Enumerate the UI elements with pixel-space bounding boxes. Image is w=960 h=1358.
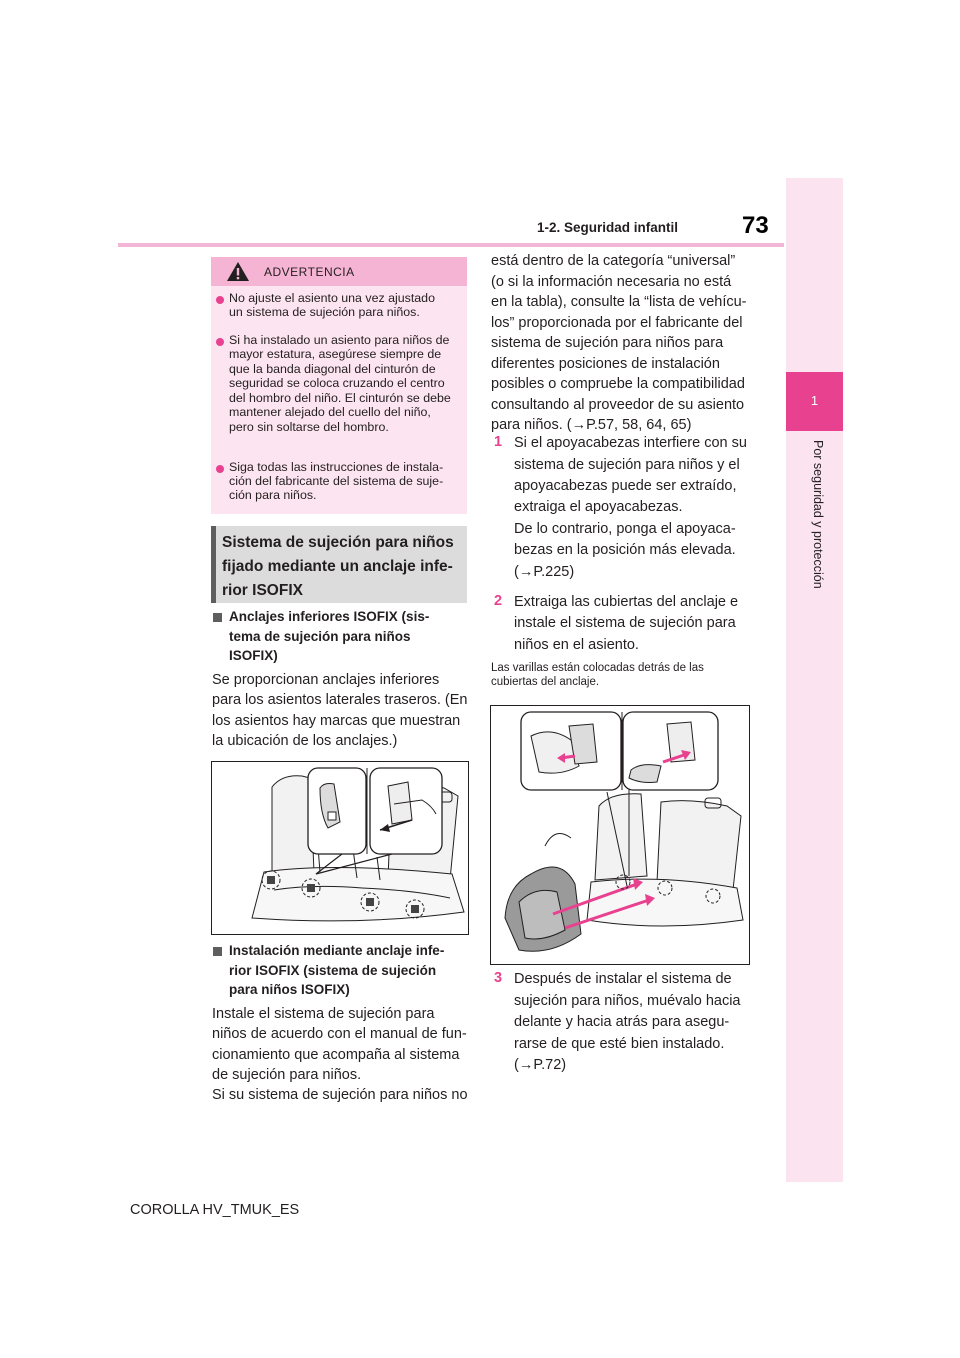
note-line: cubiertas del anclaje. xyxy=(491,676,600,688)
bullet-icon xyxy=(216,338,224,346)
section-title-line: fijado mediante un anclaje infe- xyxy=(222,558,453,575)
step-line: apoyacabezas puede ser extraído, xyxy=(514,478,737,494)
step-line: delante y hacia atrás para asegu- xyxy=(514,1014,730,1030)
bullet-icon xyxy=(216,465,224,473)
section-title-line: rior ISOFIX xyxy=(222,582,303,599)
step-number: 3 xyxy=(494,970,503,986)
body-line: Se proporcionan anclajes inferiores xyxy=(212,672,440,688)
step-line: Después de instalar el sistema de xyxy=(514,971,732,987)
warning-item-line: mantener alejado del cuello del niño, xyxy=(229,405,431,419)
step-line: instale el sistema de sujeción para xyxy=(514,615,736,631)
subheading-line: tema de sujeción para niños xyxy=(229,629,411,644)
body-line: posibles o compruebe la compatibilidad xyxy=(491,376,745,392)
body-line: los” proporcionada por el fabricante del xyxy=(491,315,743,331)
body-line: está dentro de la categoría “universal” xyxy=(491,253,736,269)
step-line: Extraiga las cubiertas del anclaje e xyxy=(514,594,739,610)
body-line: para niños. (→P.57, 58, 64, 65) xyxy=(491,417,692,433)
section-reference: 1-2. Seguridad infantil xyxy=(537,220,679,235)
section-title-line: Sistema de sujeción para niños xyxy=(222,534,454,551)
square-bullet-icon xyxy=(213,613,222,622)
step-line: rarse de que esté bien instalado. xyxy=(514,1036,725,1052)
step-line: niños en el asiento. xyxy=(514,637,639,653)
header-rule xyxy=(118,243,784,247)
body-line: (o si la información necesaria no está xyxy=(491,274,732,290)
body-line: para los asientos laterales traseros. (En xyxy=(212,692,468,708)
step-number: 1 xyxy=(494,434,503,450)
subheading-line: Anclajes inferiores ISOFIX (sis- xyxy=(229,609,430,624)
chapter-side-tab xyxy=(786,178,843,1182)
warning-item-line: ción para niños. xyxy=(229,488,317,502)
body-line: Si su sistema de sujeción para niños no xyxy=(212,1087,468,1103)
subheading-line: ISOFIX) xyxy=(229,648,278,663)
body-line: diferentes posiciones de instalación xyxy=(491,356,720,372)
warning-item-line: un sistema de sujeción para niños. xyxy=(229,305,420,319)
step-line: sujeción para niños, muévalo hacia xyxy=(514,993,741,1009)
step-line: (→P.225) xyxy=(514,564,575,580)
bullet-icon xyxy=(216,296,224,304)
body-line: Instale el sistema de sujeción para xyxy=(212,1006,435,1022)
body-line: sistema de sujeción para niños para xyxy=(491,335,724,351)
child-seat-installation-illustration xyxy=(490,705,750,965)
warning-item-line: ción del fabricante del sistema de suje- xyxy=(229,474,444,488)
body-line: la ubicación de los anclajes.) xyxy=(212,733,398,749)
warning-triangle-icon xyxy=(226,261,250,282)
warning-item-line: Si ha instalado un asiento para niños de xyxy=(229,333,450,347)
step-line: bezas en la posición más elevada. xyxy=(514,542,736,558)
body-line: los asientos hay marcas que muestran xyxy=(212,713,461,729)
step-line: Si el apoyacabezas interfiere con su xyxy=(514,435,747,451)
warning-item-line: No ajuste el asiento una vez ajustado xyxy=(229,291,435,305)
warning-item-line: pero sin soltarse del hombro. xyxy=(229,420,389,434)
body-line: en la tabla), consulte la “lista de vehícu- xyxy=(491,294,747,310)
subheading-line: rior ISOFIX (sistema de sujeción xyxy=(229,963,437,978)
subheading-line: Instalación mediante anclaje infe- xyxy=(229,943,445,958)
warning-item-line: mayor estatura, asegúrese siempre de xyxy=(229,347,442,361)
step-line: (→P.72) xyxy=(514,1057,567,1073)
square-bullet-icon xyxy=(213,947,222,956)
isofix-anchor-seat-illustration xyxy=(211,761,469,935)
step-line: De lo contrario, ponga el apoyaca- xyxy=(514,521,736,537)
chapter-number: 1 xyxy=(810,393,819,408)
step-line: extraiga el apoyacabezas. xyxy=(514,499,683,515)
body-line: de sujeción para niños. xyxy=(212,1067,362,1083)
step-number: 2 xyxy=(494,593,503,609)
warning-item-line: seguridad se coloca cruzando el centro xyxy=(229,376,445,390)
warning-item-line: Siga todas las instrucciones de instala- xyxy=(229,460,444,474)
body-line: cionamiento que acompaña al sistema xyxy=(212,1047,460,1063)
note-line: Las varillas están colocadas detrás de las xyxy=(491,662,704,674)
section-heading-bar xyxy=(211,526,216,603)
warning-item-line: del hombro del niño. El cinturón se debe xyxy=(229,391,451,405)
subheading-line: para niños ISOFIX) xyxy=(229,982,350,997)
section-title xyxy=(222,531,466,603)
chapter-title: Por seguridad y protección xyxy=(811,440,825,589)
page-number: 73 xyxy=(742,212,769,239)
warning-title: ADVERTENCIA xyxy=(264,265,355,279)
warning-item-line: que la banda diagonal del cinturón de xyxy=(229,362,436,376)
document-code: COROLLA HV_TMUK_ES xyxy=(130,1202,300,1218)
body-line: consultando al proveedor de su asiento xyxy=(491,397,745,413)
step-line: sistema de sujeción para niños y el xyxy=(514,457,740,473)
body-line: niños de acuerdo con el manual de fun- xyxy=(212,1026,467,1042)
